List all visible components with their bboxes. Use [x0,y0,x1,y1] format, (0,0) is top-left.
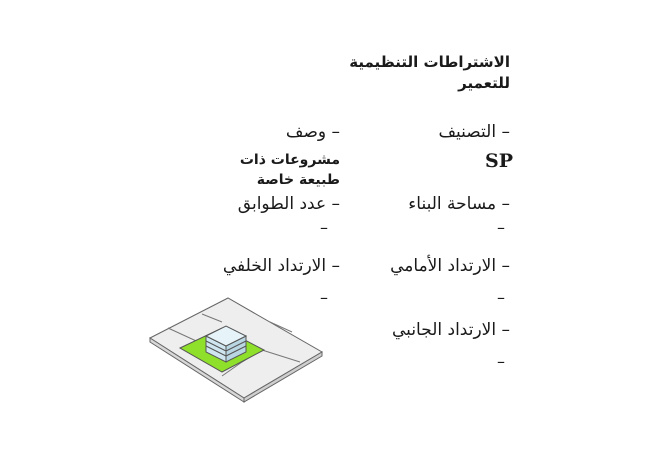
classification-label: – التصنيف [438,122,510,142]
floors-value: – [320,218,328,237]
description-value-line-1: مشروعات ذات [239,152,340,168]
building-area-label: – مساحة البناء [408,194,510,214]
description-value-line-2: طبيعة خاصة [256,172,340,188]
title-line-2: للتعمير [458,74,510,92]
front-setback-value: – [497,288,505,307]
description-label: – وصف [285,122,340,142]
title-line-1: الاشتراطات التنظيمية [349,53,510,71]
classification-value: SP [485,150,514,172]
building-area-value: – [497,218,505,237]
rear-setback-value: – [320,288,328,307]
side-setback-label: – الارتداد الجانبي [392,320,510,340]
floors-label: – عدد الطوابق [237,194,340,214]
rear-setback-label: – الارتداد الخلفي [222,256,340,276]
side-setback-value: – [497,352,505,371]
front-setback-label: – الارتداد الأمامي [390,256,510,276]
